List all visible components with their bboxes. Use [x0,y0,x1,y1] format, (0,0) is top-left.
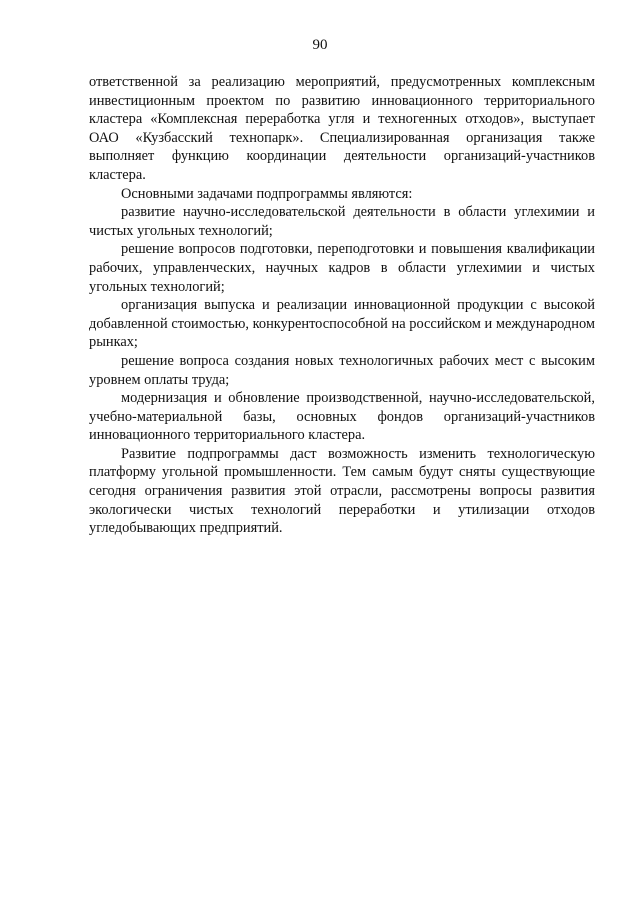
paragraph-tasks-intro: Основными задачами подпрограммы являются: [121,185,413,202]
list-item-jobs: решение вопроса создания новых технологичных рабочих мест с высоким уровнем оплаты труда; [89,352,595,388]
page-number: 90 [312,37,328,53]
list-item-production: организация выпуска и реализации инновационной продукции с высокой добавленной стоимостью, конкурентоспособной на российском и международном рынках; [89,297,595,351]
list-item-modernization: модернизация и обновление производственной, научно-исследовательской, учебно-материальной базы, основных фондов организаций-участников инновационного территориального кластера. [89,390,595,444]
paragraph-conclusion: Развитие подпрограммы даст возможность изменить технологическую платформу угольной промышленности. Тем самым будут сняты существующие сегодня ограничения развития этой отрасли, рассмотрены вопросы развития экологически чистых технологий переработки и утилизации отходов угледобывающих предприятий. [89,445,595,537]
paragraph-responsible-organization: ответственной за реализацию мероприятий, предусмотренных комплексным инвестиционным проектом по развитию инновационного территориального кластера «Комплексная переработка угля и техногенных отходов», выступает ОАО «Кузбасский технопарк». Специализированная организация также выполняет функцию координации деятельности организаций-участников кластера. [89,74,595,183]
list-item-training: решение вопросов подготовки, переподготовки и повышения квалификации рабочих, управленческих, научных кадров в области углехимии и чистых угольных технологий; [89,241,595,295]
list-item-research: развитие научно-исследовательской деятельности в области углехимии и чистых угольных технологий; [89,204,595,239]
document-body [89,73,595,538]
